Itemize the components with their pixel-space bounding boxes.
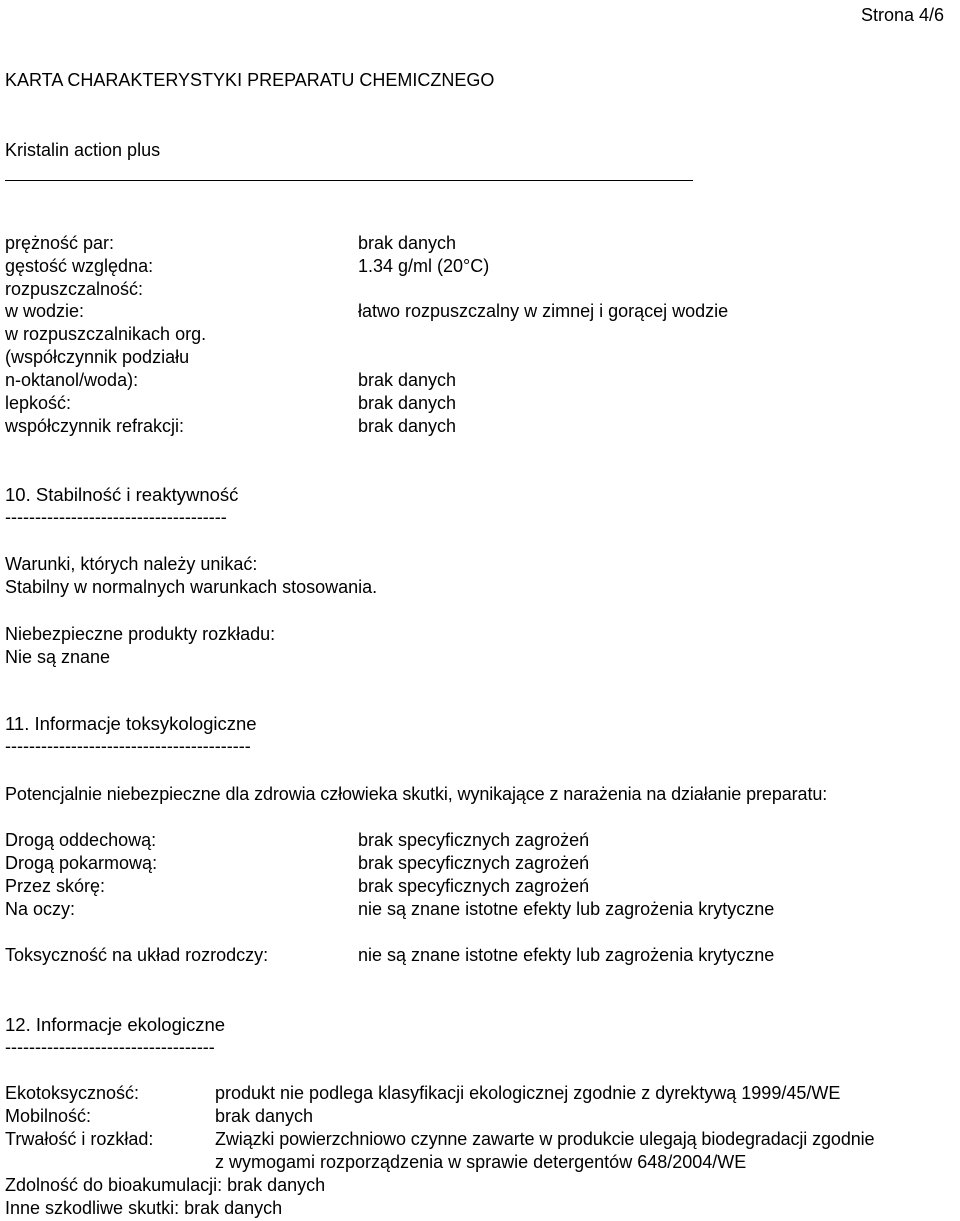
prop-value: brak danych — [358, 370, 457, 390]
page-number: Strona 4/6 — [860, 5, 944, 25]
route-label: Na oczy: — [5, 899, 76, 919]
prop-value: brak danych — [358, 393, 457, 413]
route-value: brak specyficznych zagrożeń — [358, 853, 590, 873]
document-title: KARTA CHARAKTERYSTYKI PREPARATU CHEMICZNEGO — [5, 70, 495, 90]
avoid-label: Warunki, których należy unikać: — [5, 554, 258, 574]
eco-value: produkt nie podlega klasyfikacji ekologicznej zgodnie z dyrektywą 1999/45/WE — [215, 1083, 841, 1103]
route-value: brak specyficznych zagrożeń — [358, 876, 590, 896]
prop-label: w wodzie: — [5, 301, 85, 321]
product-name: Kristalin action plus — [5, 140, 161, 160]
mobility-value: brak danych — [215, 1106, 314, 1126]
decomposition-text: Nie są znane — [5, 647, 111, 667]
prop-value: brak danych — [358, 233, 457, 253]
prop-label: rozpuszczalność: — [5, 279, 144, 299]
section-11-title: 11. Informacje toksykologiczne — [5, 713, 257, 734]
prop-label: n-oktanol/woda): — [5, 370, 139, 390]
decomposition-label: Niebezpieczne produkty rozkładu: — [5, 624, 276, 644]
prop-label: gęstość względna: — [5, 256, 154, 276]
route-label: Drogą pokarmową: — [5, 853, 158, 873]
degradation-value-cont: z wymogami rozporządzenia w sprawie detergentów 648/2004/WE — [215, 1152, 747, 1172]
prop-label: w rozpuszczalnikach org. — [5, 324, 207, 344]
prop-value: 1.34 g/ml (20°C) — [358, 256, 490, 276]
mobility-label: Mobilność: — [5, 1106, 92, 1126]
prop-label: prężność par: — [5, 233, 115, 253]
prop-value: brak danych — [358, 416, 457, 436]
section-12-title: 12. Informacje ekologiczne — [5, 1014, 226, 1035]
degradation-label: Trwałość i rozkład: — [5, 1129, 154, 1149]
route-value: brak specyficznych zagrożeń — [358, 830, 590, 850]
repro-value: nie są znane istotne efekty lub zagrożenia krytyczne — [358, 945, 775, 965]
prop-label: współczynnik refrakcji: — [5, 416, 185, 436]
section-10-title: 10. Stabilność i reaktywność — [5, 484, 239, 505]
header-underline — [5, 180, 693, 181]
prop-label: lepkość: — [5, 393, 72, 413]
section-11-divider: ----------------------------------------- — [5, 736, 251, 756]
route-label: Przez skórę: — [5, 876, 106, 896]
tox-intro: Potencjalnie niebezpieczne dla zdrowia człowieka skutki, wynikające z narażenia na działanie preparatu: — [5, 784, 828, 804]
other-effects-line: Inne szkodliwe skutki: brak danych — [5, 1198, 283, 1218]
bioaccumulation-line: Zdolność do bioakumulacji: brak danych — [5, 1175, 326, 1195]
repro-label: Toksyczność na układ rozrodczy: — [5, 945, 269, 965]
prop-value: łatwo rozpuszczalny w zimnej i gorącej wodzie — [358, 301, 729, 321]
avoid-text: Stabilny w normalnych warunkach stosowania. — [5, 577, 378, 597]
section-12-divider: ----------------------------------- — [5, 1037, 215, 1057]
eco-label: Ekotoksyczność: — [5, 1083, 140, 1103]
prop-label: (współczynnik podziału — [5, 347, 190, 367]
route-label: Drogą oddechową: — [5, 830, 157, 850]
section-10-divider: ------------------------------------- — [5, 507, 227, 527]
route-value: nie są znane istotne efekty lub zagrożenia krytyczne — [358, 899, 775, 919]
degradation-value: Związki powierzchniowo czynne zawarte w produkcie ulegają biodegradacji zgodnie — [215, 1129, 875, 1149]
